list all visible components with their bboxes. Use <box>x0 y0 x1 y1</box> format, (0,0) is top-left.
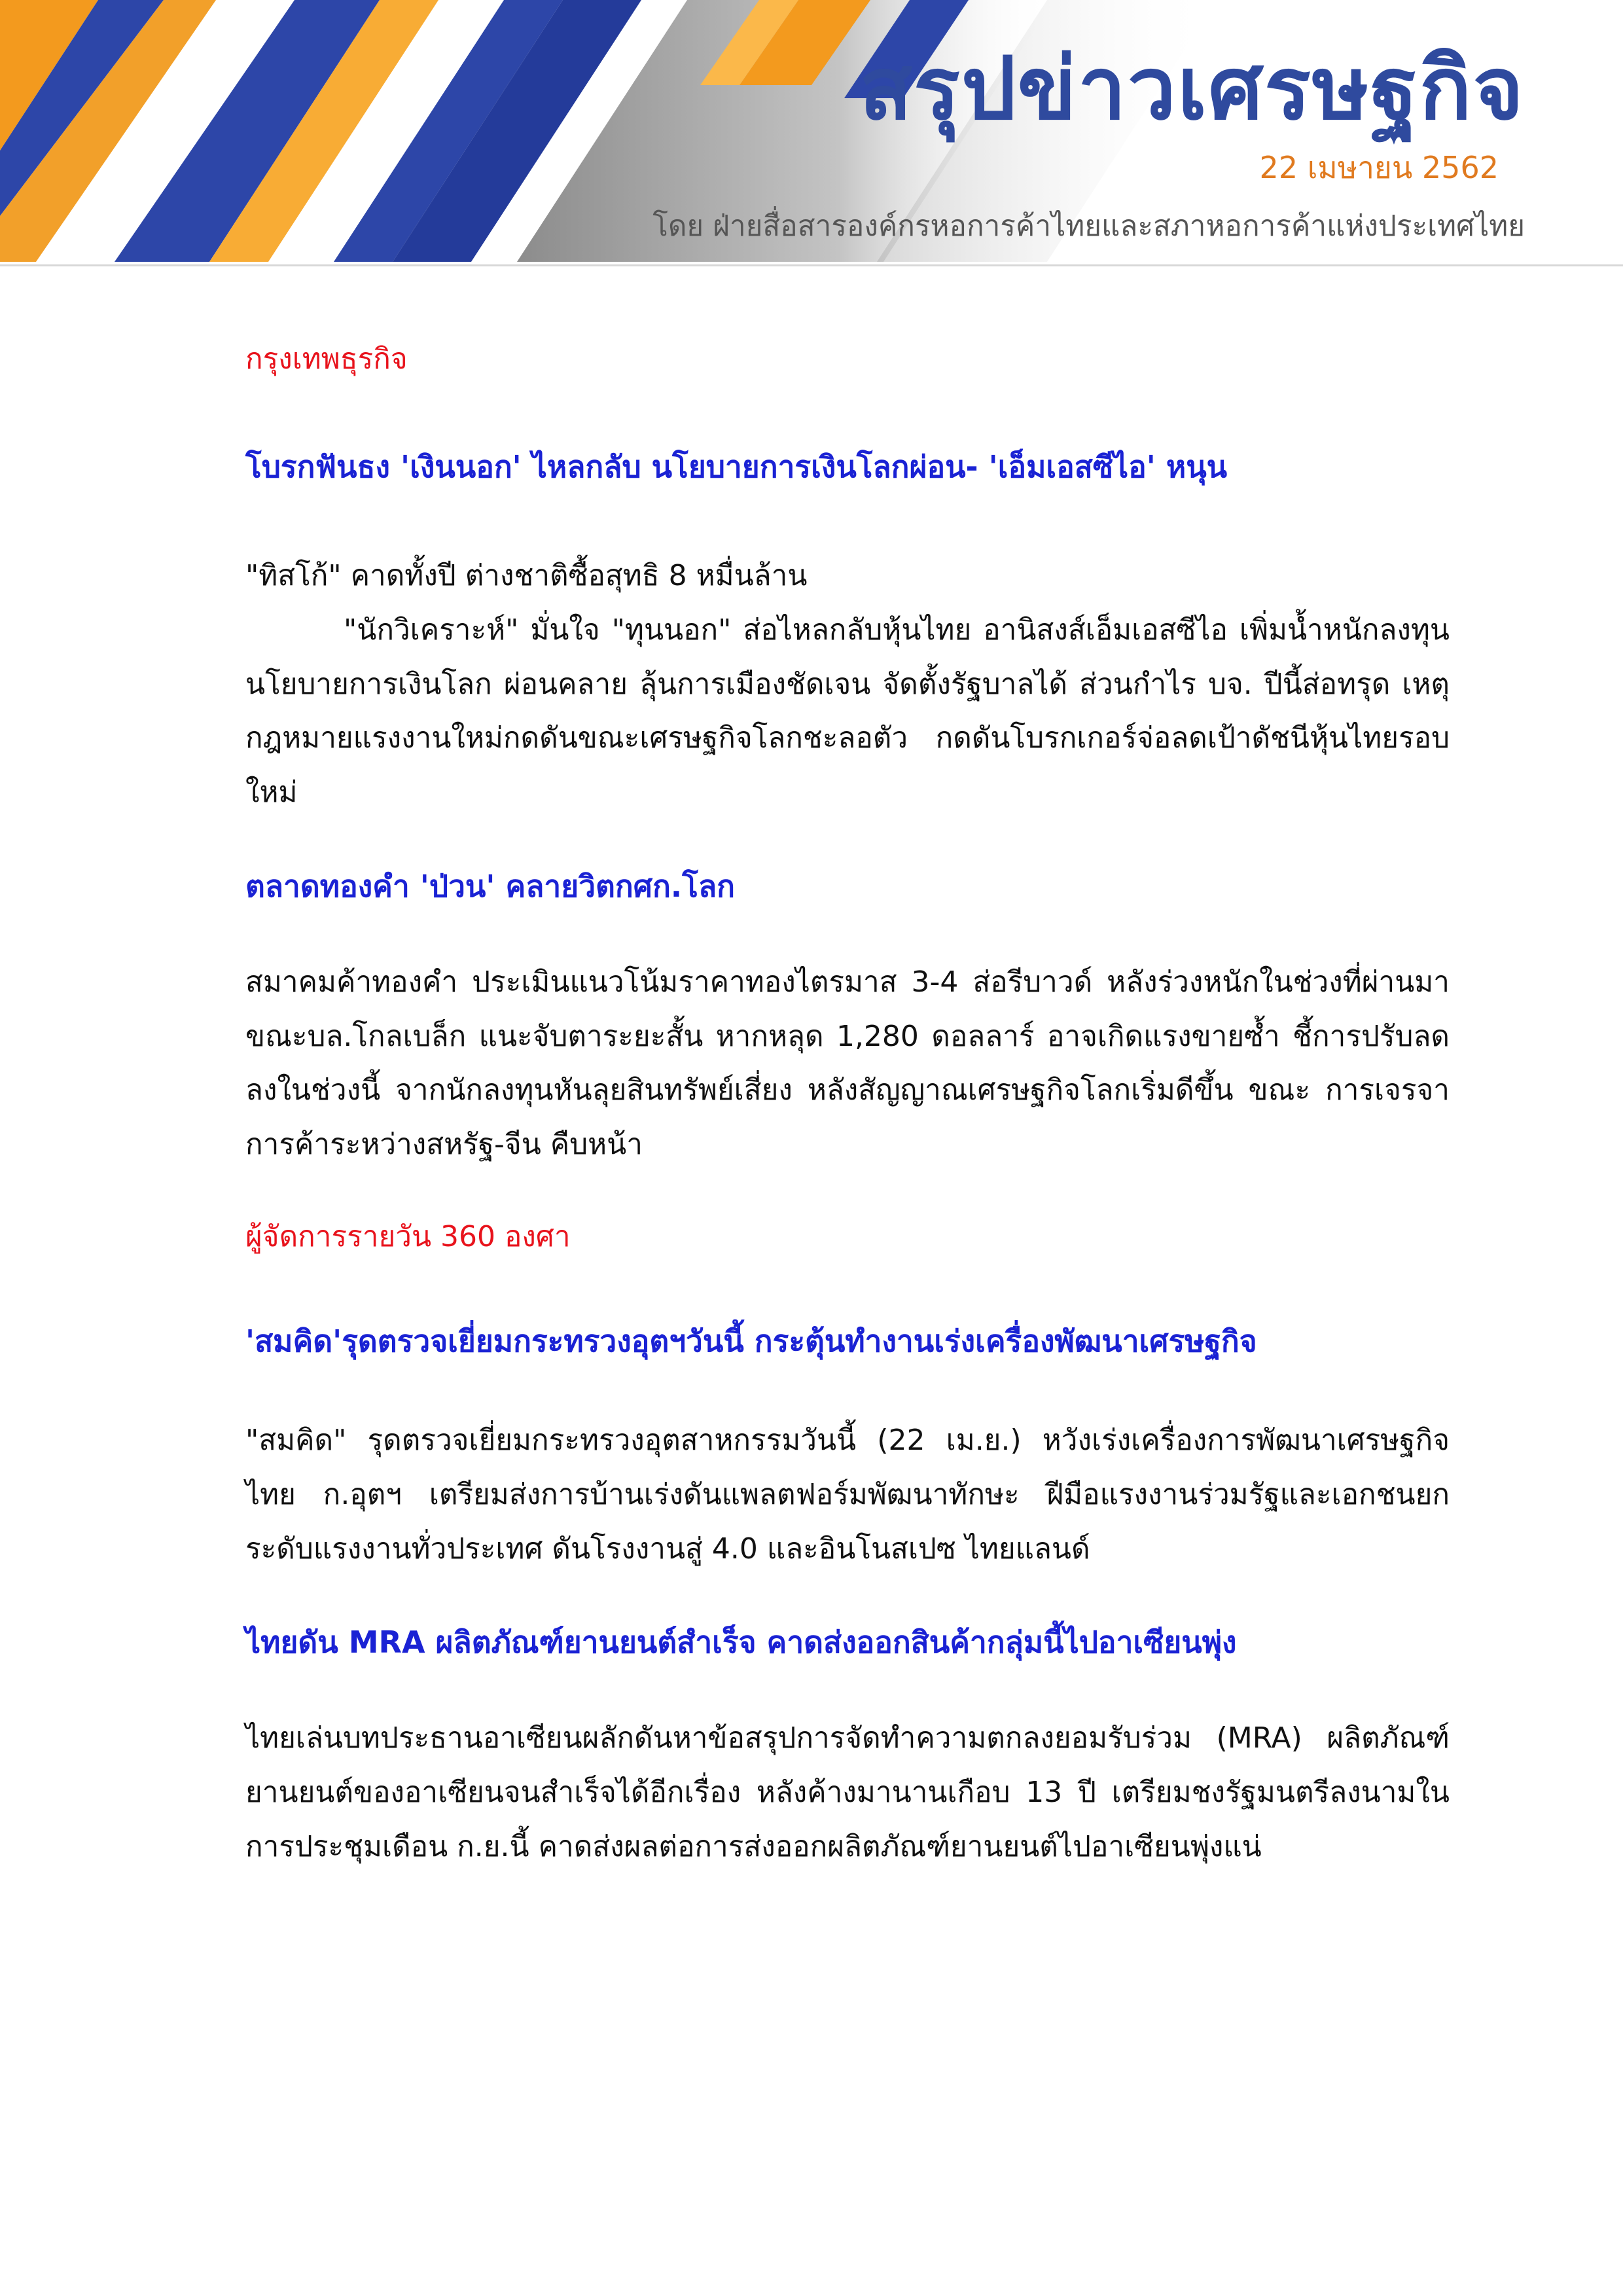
header-banner <box>0 0 1623 268</box>
article-headline: ตลาดทองคำ 'ป่วน' คลายวิตกศก.โลก <box>245 868 736 904</box>
article-headline: 'สมคิด'รุดตรวจเยี่ยมกระทรวงอุตฯวันนี้ กระตุ้นทำงานเร่งเครื่องพัฒนาเศรษฐกิจ <box>245 1323 1257 1359</box>
article-lead: "ทิสโก้" คาดทั้งปี ต่างชาติซื้อสุทธิ 8 หมื่นล้าน <box>245 559 808 593</box>
article-body: "สมคิด" รุดตรวจเยี่ยมกระทรวงอุตสาหกรรมวันนี้ (22 เม.ย.) หวังเร่งเครื่องการพัฒนาเศรษฐกิจไทย ก.อุตฯ เตรียมส่งการบ้านเร่งดันแพลตฟอร์มพัฒนาทักษะ ฝีมือแรงงานร่วมรัฐและเอกชนยกระดับแรงงานทั่วประเทศ ดันโรงงานสู่ 4.0 และอินโนสเปซ ไทยแลนด์ <box>245 1424 1450 1566</box>
news-source: กรุงเทพธุรกิจ <box>245 342 408 376</box>
byline: โดย ฝ่ายสื่อสารองค์กรหอการค้าไทยและสภาหอการค้าแห่งประเทศไทย <box>652 209 1525 243</box>
news-content <box>245 340 1450 1874</box>
article-headline: โบรกฟันธง 'เงินนอก' ไหลกลับ นโยบายการเงินโลกผ่อน- 'เอ็มเอสซีไอ' หนุน <box>245 449 1228 485</box>
article-headline: ไทยดัน MRA ผลิตภัณฑ์ยานยนต์สำเร็จ คาดส่งออกสินค้ากลุ่มนี้ไปอาเซียนพุ่ง <box>245 1624 1237 1660</box>
article-body: สมาคมค้าทองคำ ประเมินแนวโน้มราคาทองไตรมาส 3-4 ส่อรีบาวด์ หลังร่วงหนักในช่วงที่ผ่านมา ขณะบล.โกลเบล็ก แนะจับตาระยะสั้น หากหลุด 1,280 ดอลลาร์ อาจเกิดแรงขายซ้ำ ชี้การปรับลดลงในช่วงนี้ จากนักลงทุนหันลุยสินทรัพย์เสี่ยง หลังสัญญาณเศรษฐกิจโลกเริ่มดีขึ้น ขณะ การเจรจาการค้าระหว่างสหรัฐ-จีน คืบหน้า <box>245 965 1450 1162</box>
page-title: สรุปข่าวเศรษฐกิจ <box>859 39 1525 139</box>
article-body: ไทยเล่นบทประธานอาเซียนผลักดันหาข้อสรุปการจัดทำความตกลงยอมรับร่วม (MRA) ผลิตภัณฑ์ยานยนต์ของอาเซียนจนสำเร็จได้อีกเรื่อง หลังค้างมานานเกือบ 13 ปี เตรียมชงรัฐมนตรีลงนามในการประชุมเดือน ก.ย.นี้ คาดส่งผลต่อการส่งออกผลิตภัณฑ์ยานยนต์ไปอาเซียนพุ่งแน่ <box>245 1721 1450 1863</box>
header-divider <box>0 264 1623 266</box>
news-source: ผู้จัดการรายวัน 360 องศา <box>245 1219 571 1253</box>
report-date: 22 เมษายน 2562 <box>1259 150 1499 185</box>
article-body: "นักวิเคราะห์" มั่นใจ "ทุนนอก" ส่อไหลกลับหุ้นไทย อานิสงส์เอ็มเอสซีไอ เพิ่มน้ำหนักลงทุน นโยบายการเงินโลก ผ่อนคลาย ลุ้นการเมืองชัดเจน จัดตั้งรัฐบาลได้ ส่วนกำไร บจ. ปีนี้ส่อทรุด เหตุ กฎหมายแรงงานใหม่กดดันขณะเศรษฐกิจโลกชะลอตัว กดดันโบรกเกอร์จ่อลดเป้าดัชนีหุ้นไทยรอบใหม่ <box>245 613 1450 810</box>
